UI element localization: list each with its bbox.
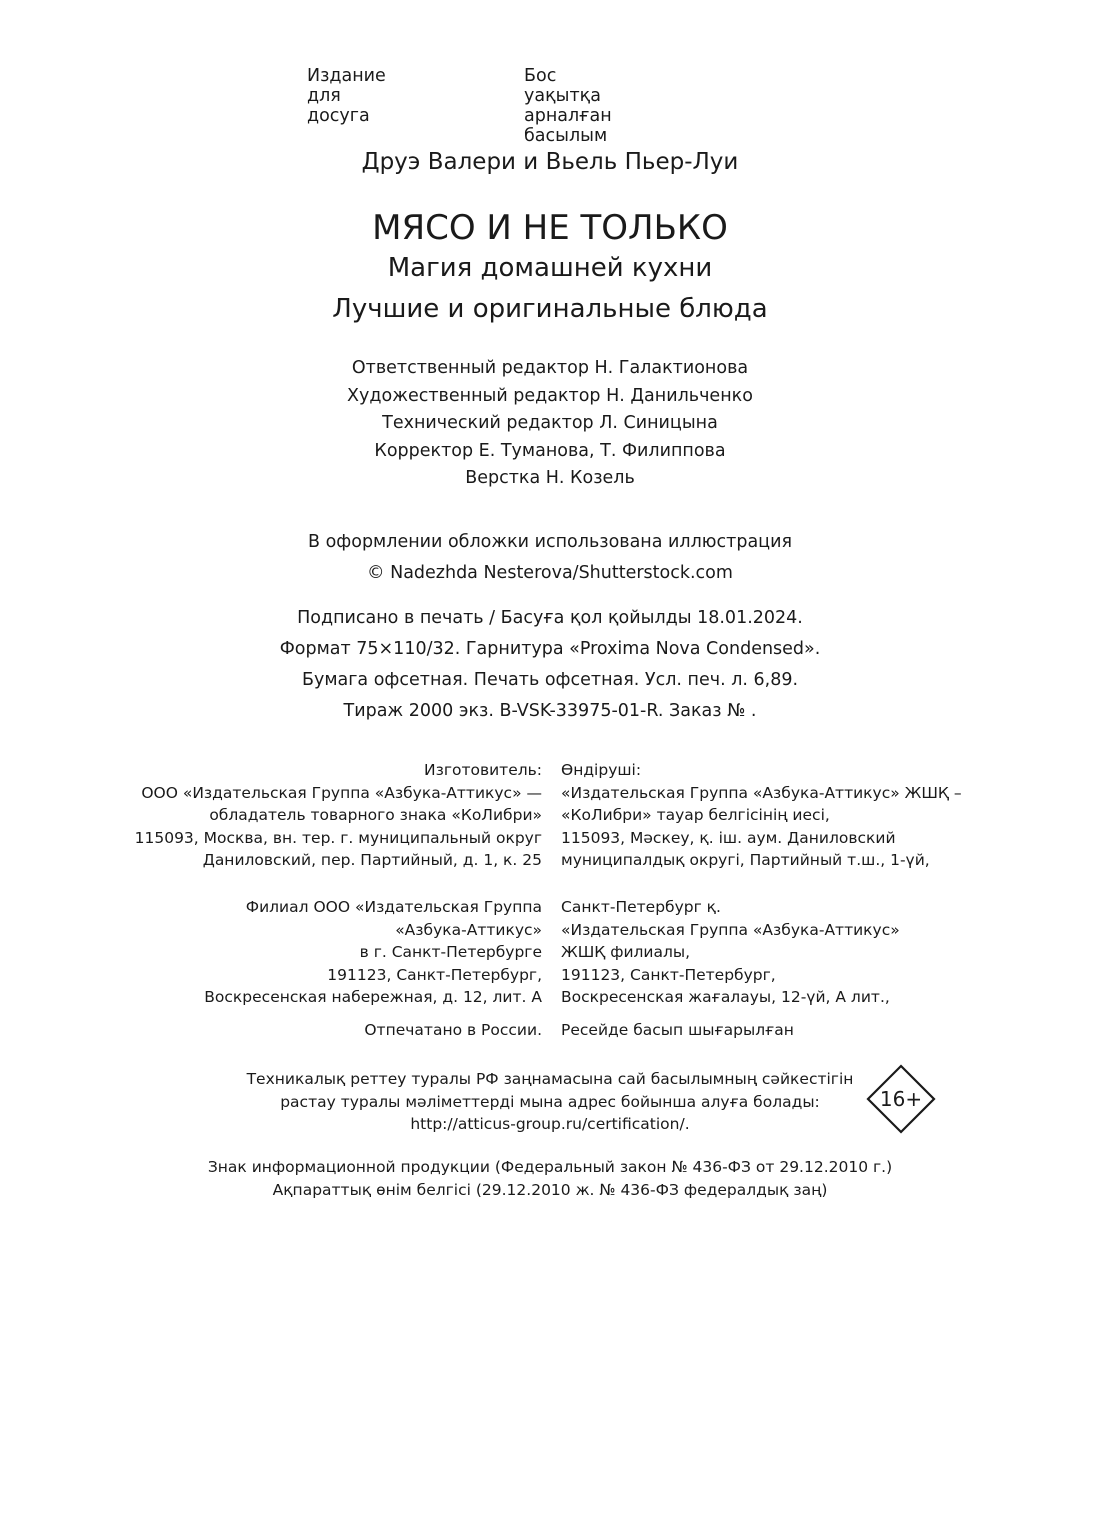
manufacturer-ru <box>135 759 542 872</box>
branch-kz-line: Санкт-Петербург қ. <box>561 898 721 916</box>
manufacturer-kz-line: «Издательская Группа «Азбука-Аттикус» ЖШҚ – <box>561 783 962 802</box>
manufacturer-ru-line: Изготовитель: <box>423 761 542 779</box>
age-rating-label: 16+ <box>879 1087 923 1111</box>
certification-line: Техникалық реттеу туралы РФ заңнамасына сай басылымның сәйкестігін <box>246 1070 854 1088</box>
print-info-line: Формат 75×110/32. Гарнитура «Proxima Nova Condensed». <box>279 639 821 659</box>
staff-line: Художественный редактор Н. Данильченко <box>347 385 753 406</box>
editorial-staff <box>0 355 1100 493</box>
manufacturer-kz-line: Өндіруші: <box>561 761 642 779</box>
branch-ru-line: «Азбука-Аттикус» <box>395 920 542 939</box>
printed-in-kz: Ресейде басып шығарылған <box>561 1021 794 1039</box>
manufacturer-kz-line: 115093, Мәскеу, қ. іш. аум. Даниловский <box>561 828 896 847</box>
info-sign-line: Ақпараттық өнім белгісі (29.12.2010 ж. № 436-ФЗ федералдық заң) <box>272 1180 828 1199</box>
info-product-sign <box>0 1156 1100 1201</box>
manufacturer-ru-line: ООО «Издательская Группа «Азбука-Аттикус» — <box>141 783 542 802</box>
age-rating-badge <box>866 1064 936 1134</box>
book-title: МЯСО И НЕ ТОЛЬКО <box>372 208 728 248</box>
branch-ru-line: Воскресенская набережная, д. 12, лит. А <box>204 988 542 1006</box>
print-info <box>0 603 1100 727</box>
book-subtitle-1: Магия домашней кухни <box>387 253 713 283</box>
manufacturer-ru-line: 115093, Москва, вн. тер. г. муниципальный округ <box>134 828 542 847</box>
cover-credit <box>0 527 1100 589</box>
cover-credit-line: © Nadezhda Nesterova/Shutterstock.com <box>367 563 733 583</box>
certification-line: растау туралы мәліметтерді мына адрес бойынша алуға болады: <box>280 1092 820 1111</box>
branch-kz-line: 191123, Санкт-Петербург, <box>561 965 776 984</box>
staff-line: Технический редактор Л. Синицына <box>382 413 718 433</box>
staff-line: Ответственный редактор Н. Галактионова <box>351 358 749 378</box>
book-subtitle-2: Лучшие и оригинальные блюда <box>332 294 768 324</box>
certification-url: http://atticus-group.ru/certification/. <box>410 1115 690 1133</box>
branch-ru-line: Филиал ООО «Издательская Группа <box>245 898 542 916</box>
branch-kz-line: ЖШҚ филиалы, <box>561 943 691 961</box>
print-info-line: Подписано в печать / Басуға қол қойылды 18.01.2024. <box>297 608 803 628</box>
branch-ru-line: в г. Санкт-Петербурге <box>359 943 542 961</box>
print-info-line: Тираж 2000 экз. B-VSK-33975-01-R. Заказ № . <box>343 701 757 721</box>
info-sign-line: Знак информационной продукции (Федеральный закон № 436-ФЗ от 29.12.2010 г.) <box>207 1158 893 1176</box>
manufacturer-ru-line: обладатель товарного знака «КоЛибри» <box>209 806 542 824</box>
branch-ru <box>204 896 542 1009</box>
branch-kz <box>561 896 900 1009</box>
branch-kz-line: Воскресенская жағалауы, 12-үй, А лит., <box>561 988 890 1006</box>
manufacturer-kz-line: муниципалдық округі, Партийный т.ш., 1-үй, <box>561 851 930 869</box>
branch-kz-line: «Издательская Группа «Азбука-Аттикус» <box>561 920 900 939</box>
branch-ru-line: 191123, Санкт-Петербург, <box>327 965 542 984</box>
print-info-line: Бумага офсетная. Печать офсетная. Усл. печ. л. 6,89. <box>301 670 799 690</box>
manufacturer-kz <box>561 759 962 872</box>
series-kz: Бос уақытқа арналған басылым <box>524 66 612 146</box>
printed-in-ru: Отпечатано в России. <box>364 1021 542 1039</box>
staff-line: Корректор Е. Туманова, Т. Филиппова <box>374 440 726 461</box>
authors: Друэ Валери и Вьель Пьер-Луи <box>361 149 739 175</box>
staff-line: Верстка Н. Козель <box>465 468 635 488</box>
cover-credit-line: В оформлении обложки использована иллюстрация <box>308 532 792 552</box>
manufacturer-ru-line: Даниловский, пер. Партийный, д. 1, к. 25 <box>202 851 542 869</box>
series-ru: Издание для досуга <box>307 66 386 126</box>
manufacturer-kz-line: «КоЛибри» тауар белгісінің иесі, <box>561 806 830 824</box>
